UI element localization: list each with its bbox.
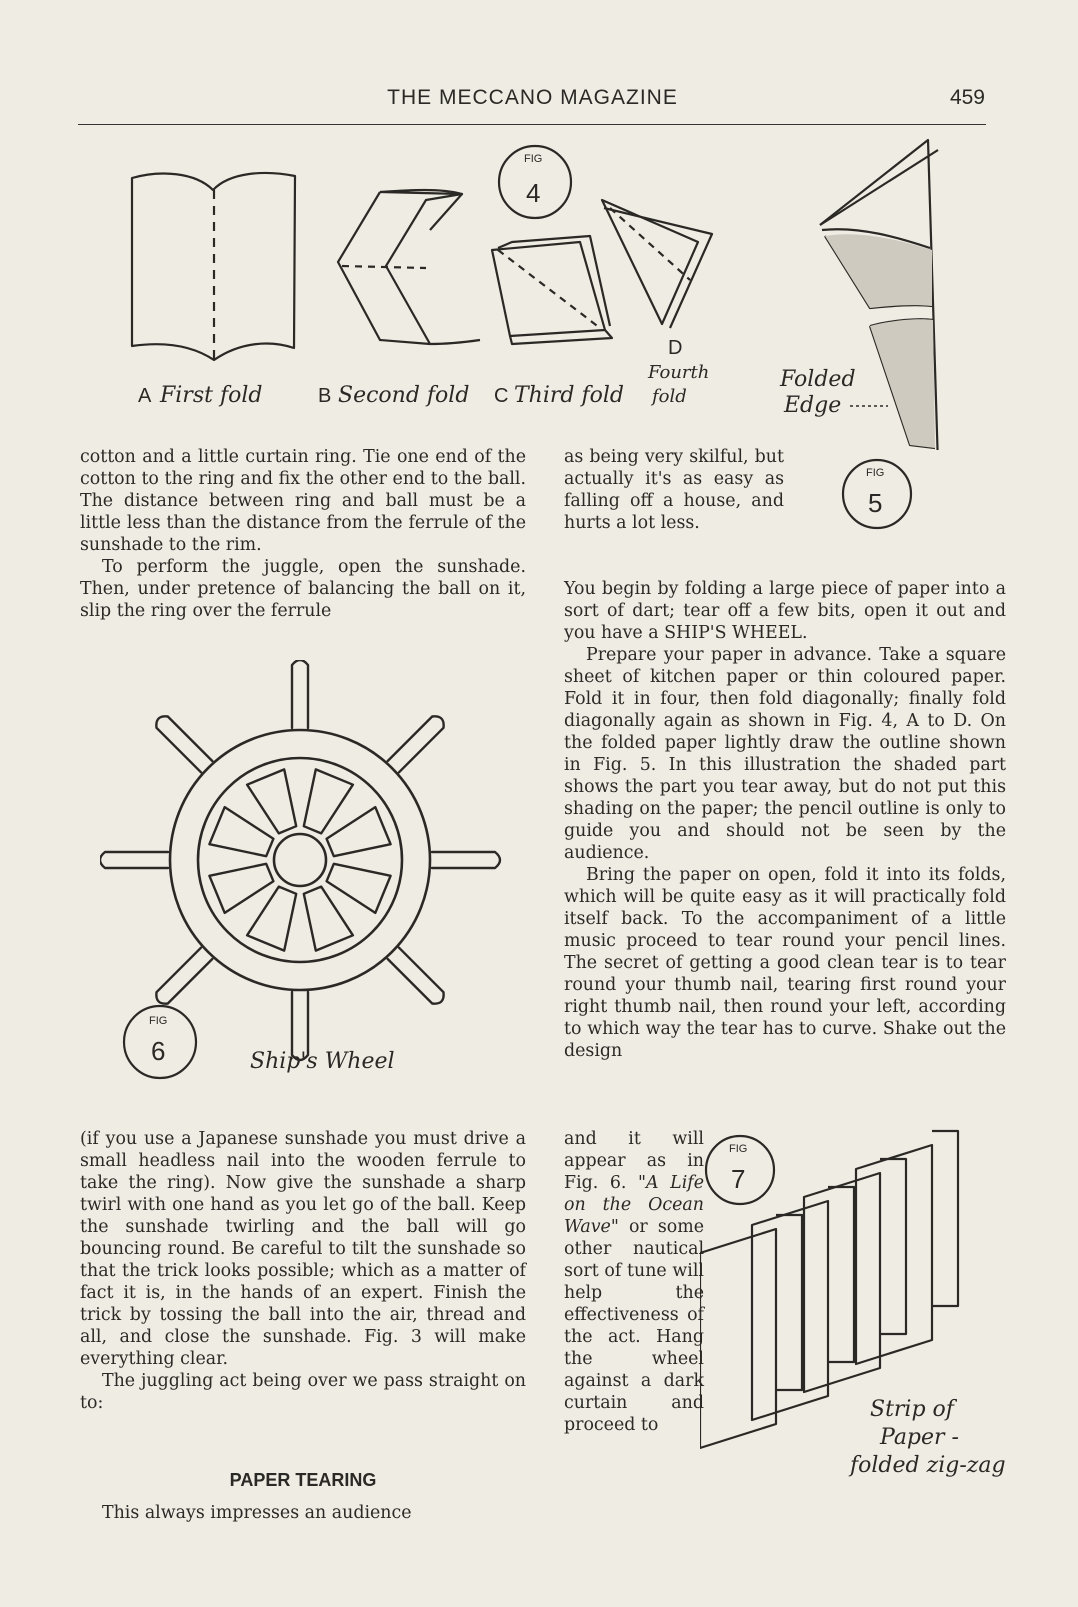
fig4-label-b-letter: B: [318, 385, 332, 407]
strip-panel: [880, 1159, 906, 1334]
column1-top-text: [80, 446, 526, 622]
fig5-tag: FIG: [866, 467, 885, 479]
fig4-label-d-letter: D: [668, 337, 683, 359]
folded-edge-label-2: Edge: [784, 393, 842, 418]
fig4-label-a: First fold: [160, 383, 263, 408]
wheel-window: [304, 887, 353, 951]
text-run: or some other nautical sort of tune will help the effectiveness of the act. Hang the wheel against a dark curtain and proceed to: [564, 1217, 704, 1435]
wheel-window: [247, 887, 296, 951]
column1-last-line: [80, 1502, 526, 1524]
paragraph: Prepare your paper in advance. Take a square sheet of kitchen paper or thin coloured paper. Fold it in four, then fold diagonally; finally fold diagonally again as shown in Fig. 4, A to D. On the folded paper lightly draw the outline shown in Fig. 5. In this illustration the shaded part shows the part you tear away, but do not put this shading on the paper; the pencil outline is only to guide you and should not be seen by the audience.: [564, 645, 1006, 863]
paragraph: The juggling act being over we pass straight on to:: [80, 1371, 526, 1413]
section-heading: PAPER TEARING: [229, 1470, 377, 1490]
column2-top-text: [564, 446, 784, 534]
fig6-ships-wheel: [100, 660, 540, 1110]
text-run: and it will appear as in Fig. 6.: [564, 1129, 704, 1193]
fig7-number: 7: [731, 1164, 746, 1194]
wheel-window: [209, 807, 273, 856]
paragraph: (if you use a Japanese sunshade you must drive a small headless nail into the wooden ferrule to take the ring). Now give the sunshade a sharp twirl with one hand as you let go of the ball. Keep the sunshade twirling and the ball will go bouncing round. Be careful to tilt the sunshade so that the trick looks possible; which as a matter of fact it is, in the hands of an expert. Finish the trick by tossing the ball into the air, thread and all, and close the sunshade. Fig. 3 will make everything clear.: [80, 1129, 526, 1369]
paragraph: You begin by folding a large piece of paper into a sort of dart; tear off a few bits, open it out and you have a SHIP'S WHEEL.: [564, 579, 1006, 643]
paragraph: This always impresses an audience: [102, 1503, 412, 1523]
column1-bottom-text: [80, 1128, 526, 1414]
wheel-window: [247, 769, 296, 833]
header-rule: [78, 124, 986, 125]
fig4-label-a-letter: A: [138, 385, 152, 407]
wheel-handle: [100, 852, 168, 868]
shaded-area-upper: [825, 234, 932, 308]
fig4-label-c: Third fold: [514, 383, 624, 408]
strip-panel: [776, 1215, 802, 1390]
paragraph: as being very skilful, but actually it's as easy as falling off a house, and hurts a lot less.: [564, 447, 784, 533]
song-title: "A Life on the Ocean Wave": [564, 1173, 704, 1237]
fig7-caption-2: Paper -: [880, 1425, 959, 1450]
fig6-caption: Ship's Wheel: [250, 1049, 395, 1074]
strip-panel: [828, 1187, 854, 1362]
shaded-area-lower: [870, 319, 935, 448]
wheel-handle: [292, 660, 308, 728]
fig4-tag: FIG: [524, 153, 543, 165]
fig7-caption-3: folded zig-zag: [850, 1453, 1006, 1478]
wheel-window: [209, 864, 273, 913]
fig6-number: 6: [151, 1036, 166, 1066]
fig7-zigzag-strip: [700, 1128, 1020, 1538]
wheel-handle: [156, 948, 212, 1004]
fig7-tag: FIG: [729, 1143, 748, 1155]
fig4-label-d-2: fold: [652, 386, 687, 407]
wheel-window: [327, 807, 391, 856]
folded-edge-label-1: Folded: [780, 367, 856, 392]
column2-bottom-text: [564, 1128, 704, 1436]
fig7-caption-1: Strip of: [870, 1397, 954, 1422]
page-header: [80, 86, 985, 116]
wheel-window: [304, 769, 353, 833]
strip-panel: [932, 1131, 958, 1306]
wheel-handle: [432, 852, 500, 868]
fig5-number: 5: [868, 488, 883, 518]
fig4-label-d-1: Fourth: [648, 362, 710, 383]
wheel-handle: [388, 948, 444, 1004]
column2-middle-text: [564, 578, 1006, 1062]
fig4-label-c-letter: C: [494, 385, 509, 407]
fig4-folding-diagram: [80, 130, 985, 450]
fig5-badge: [820, 458, 990, 588]
fig4-label-b: Second fold: [338, 383, 470, 408]
paragraph: To perform the juggle, open the sunshade. Then, under pretence of balancing the ball on it, slip the ring over the ferrule: [80, 557, 526, 621]
paragraph: cotton and a little curtain ring. Tie one end of the cotton to the ring and fix the other end to the ball. The distance between ring and ball must be a little less than the distance from the ferrule of the sunshade to the rim.: [80, 447, 526, 555]
fig4-number: 4: [526, 178, 541, 208]
wheel-handle: [156, 716, 212, 772]
fig6-tag: FIG: [149, 1015, 168, 1027]
page-number: 459: [949, 86, 985, 109]
running-head: THE MECCANO MAGAZINE: [387, 86, 678, 109]
paragraph: Bring the paper on open, fold it into its folds, which will be quite easy as it will practically fold itself back. To the accompaniment of a little music proceed to tear round your pencil lines. The secret of getting a good clean tear is to tear round your thumb nail, tearing first round your right thumb nail, then round your left, according to which way the tear has to curve. Shake out the design: [564, 865, 1006, 1061]
paragraph: [564, 1128, 704, 1436]
wheel-handle: [388, 716, 444, 772]
wheel-window: [327, 864, 391, 913]
